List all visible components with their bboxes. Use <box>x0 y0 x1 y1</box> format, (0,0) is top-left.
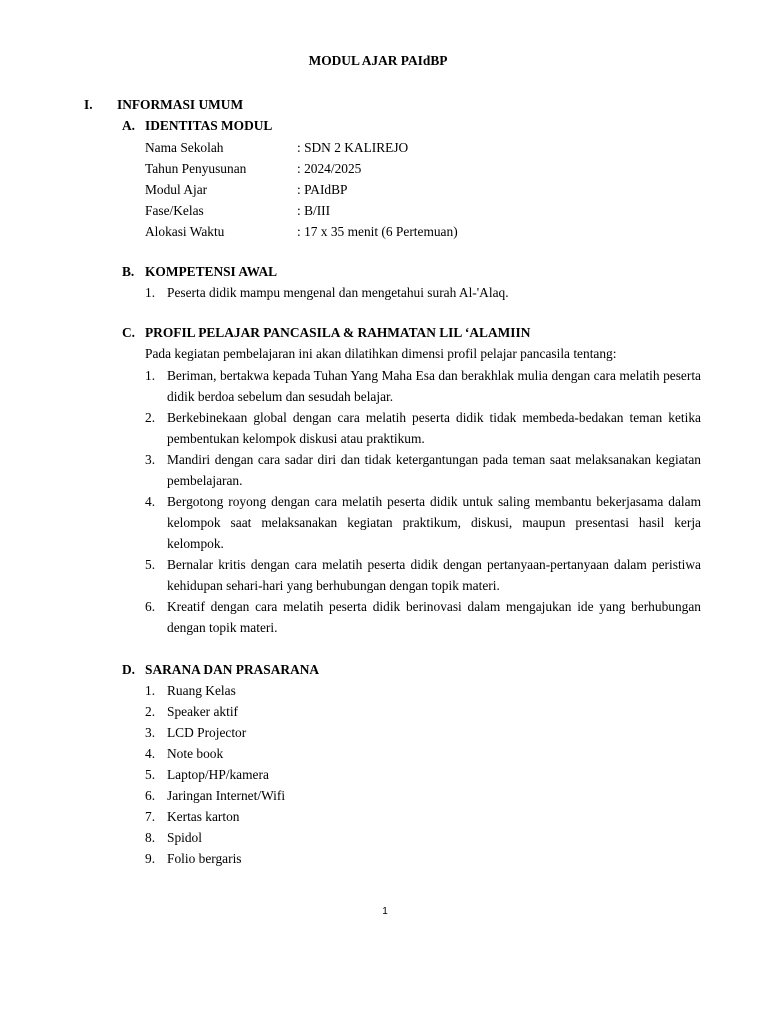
list-item <box>145 848 701 869</box>
list-text: Mandiri dengan cara sadar diri dan tidak ketergantungan pada teman saat melaksanakan kegiatan pembelajaran. <box>167 452 701 488</box>
list-item <box>145 701 701 722</box>
list-item <box>145 282 701 303</box>
list-number: 7. <box>145 809 156 824</box>
list-number: 1. <box>145 368 156 383</box>
list-item <box>145 554 701 596</box>
list-number: 3. <box>145 725 156 740</box>
page-number: 1 <box>382 906 388 917</box>
list-number: 4. <box>145 494 156 509</box>
list-item <box>145 722 701 743</box>
identity-value: : 17 x 35 menit (6 Pertemuan) <box>297 224 458 239</box>
section-number: I. <box>84 97 93 112</box>
list-item <box>145 596 701 638</box>
list-text: Bergotong royong dengan cara melatih peserta didik untuk saling membantu bekerjasama dalam kelompok saat melaksanakan kegiatan praktikum, diskusi, maupun presentasi hasil kerja kelompok. <box>167 494 701 551</box>
list-text: Bernalar kritis dengan cara melatih peserta didik dengan pertanyaan-pertanyaan dalam peristiwa kehidupan sehari-hari yang berhubungan dengan topik materi. <box>167 557 701 593</box>
identity-row <box>145 224 458 240</box>
identity-row <box>145 203 330 219</box>
list-number: 1. <box>145 285 156 300</box>
list-text: Berkebinekaan global dengan cara melatih peserta didik tidak membeda-bedakan teman ketika pembentukan kelompok diskusi atau praktikum. <box>167 410 701 446</box>
list-number: 6. <box>145 599 156 614</box>
subsection-letter-c: C. <box>122 325 136 340</box>
list-text: Ruang Kelas <box>167 683 236 698</box>
list-number: 6. <box>145 788 156 803</box>
list-item <box>145 806 701 827</box>
list-item <box>145 785 701 806</box>
identity-value: : 2024/2025 <box>297 161 362 176</box>
list-text: Folio bergaris <box>167 851 242 866</box>
list-item <box>145 407 701 449</box>
subsection-title-sarana: SARANA DAN PRASARANA <box>145 662 320 677</box>
list-number: 4. <box>145 746 156 761</box>
list-item <box>145 449 701 491</box>
subsection-title-kompetensi: KOMPETENSI AWAL <box>145 264 278 279</box>
identity-value: : PAIdBP <box>297 182 348 197</box>
subsection-letter-b: B. <box>122 264 135 279</box>
identity-row <box>145 140 408 156</box>
identity-label: Alokasi Waktu <box>145 224 225 239</box>
list-item <box>145 827 701 848</box>
list-number: 9. <box>145 851 156 866</box>
list-number: 1. <box>145 683 156 698</box>
list-number: 3. <box>145 452 156 467</box>
subsection-title-identitas: IDENTITAS MODUL <box>145 118 273 133</box>
list-number: 5. <box>145 767 156 782</box>
list-number: 8. <box>145 830 156 845</box>
list-text: Spidol <box>167 830 202 845</box>
subsection-letter-a: A. <box>122 118 136 133</box>
list-text: Laptop/HP/kamera <box>167 767 269 782</box>
list-text: Kertas karton <box>167 809 240 824</box>
list-item <box>145 743 701 764</box>
identity-value: : B/III <box>297 203 331 218</box>
profil-intro: Pada kegiatan pembelajaran ini akan dilatihkan dimensi profil pelajar pancasila tentang: <box>145 346 617 361</box>
subsection-letter-d: D. <box>122 662 136 677</box>
identity-value: : SDN 2 KALIREJO <box>297 140 409 155</box>
list-number: 2. <box>145 704 156 719</box>
identity-row <box>145 161 361 177</box>
subsection-title-profil: PROFIL PELAJAR PANCASILA & RAHMATAN LIL ‘ALAMIIN <box>145 325 531 340</box>
identity-row <box>145 182 348 198</box>
list-text: LCD Projector <box>167 725 247 740</box>
list-text: Kreatif dengan cara melatih peserta didik berinovasi dalam mengajukan ide yang berhubungan dengan topik materi. <box>167 599 701 635</box>
document-title: MODUL AJAR PAIdBP <box>308 53 448 68</box>
list-text: Note book <box>167 746 224 761</box>
list-text: Speaker aktif <box>167 704 239 719</box>
identity-label: Tahun Penyusunan <box>145 161 247 176</box>
list-text: Beriman, bertakwa kepada Tuhan Yang Maha Esa dan berakhlak mulia dengan cara melatih peserta didik berdoa sebelum dan sesudah belajar. <box>167 368 701 404</box>
list-number: 5. <box>145 557 156 572</box>
list-text: Peserta didik mampu mengenal dan mengetahui surah Al-'Alaq. <box>167 285 509 300</box>
list-item <box>145 491 701 554</box>
identity-label: Nama Sekolah <box>145 140 224 155</box>
identity-label: Fase/Kelas <box>145 203 204 218</box>
list-item <box>145 365 701 407</box>
list-text: Jaringan Internet/Wifi <box>167 788 286 803</box>
identity-label: Modul Ajar <box>145 182 208 197</box>
list-item <box>145 680 701 701</box>
section-title: INFORMASI UMUM <box>117 97 244 112</box>
list-item <box>145 764 701 785</box>
list-number: 2. <box>145 410 156 425</box>
